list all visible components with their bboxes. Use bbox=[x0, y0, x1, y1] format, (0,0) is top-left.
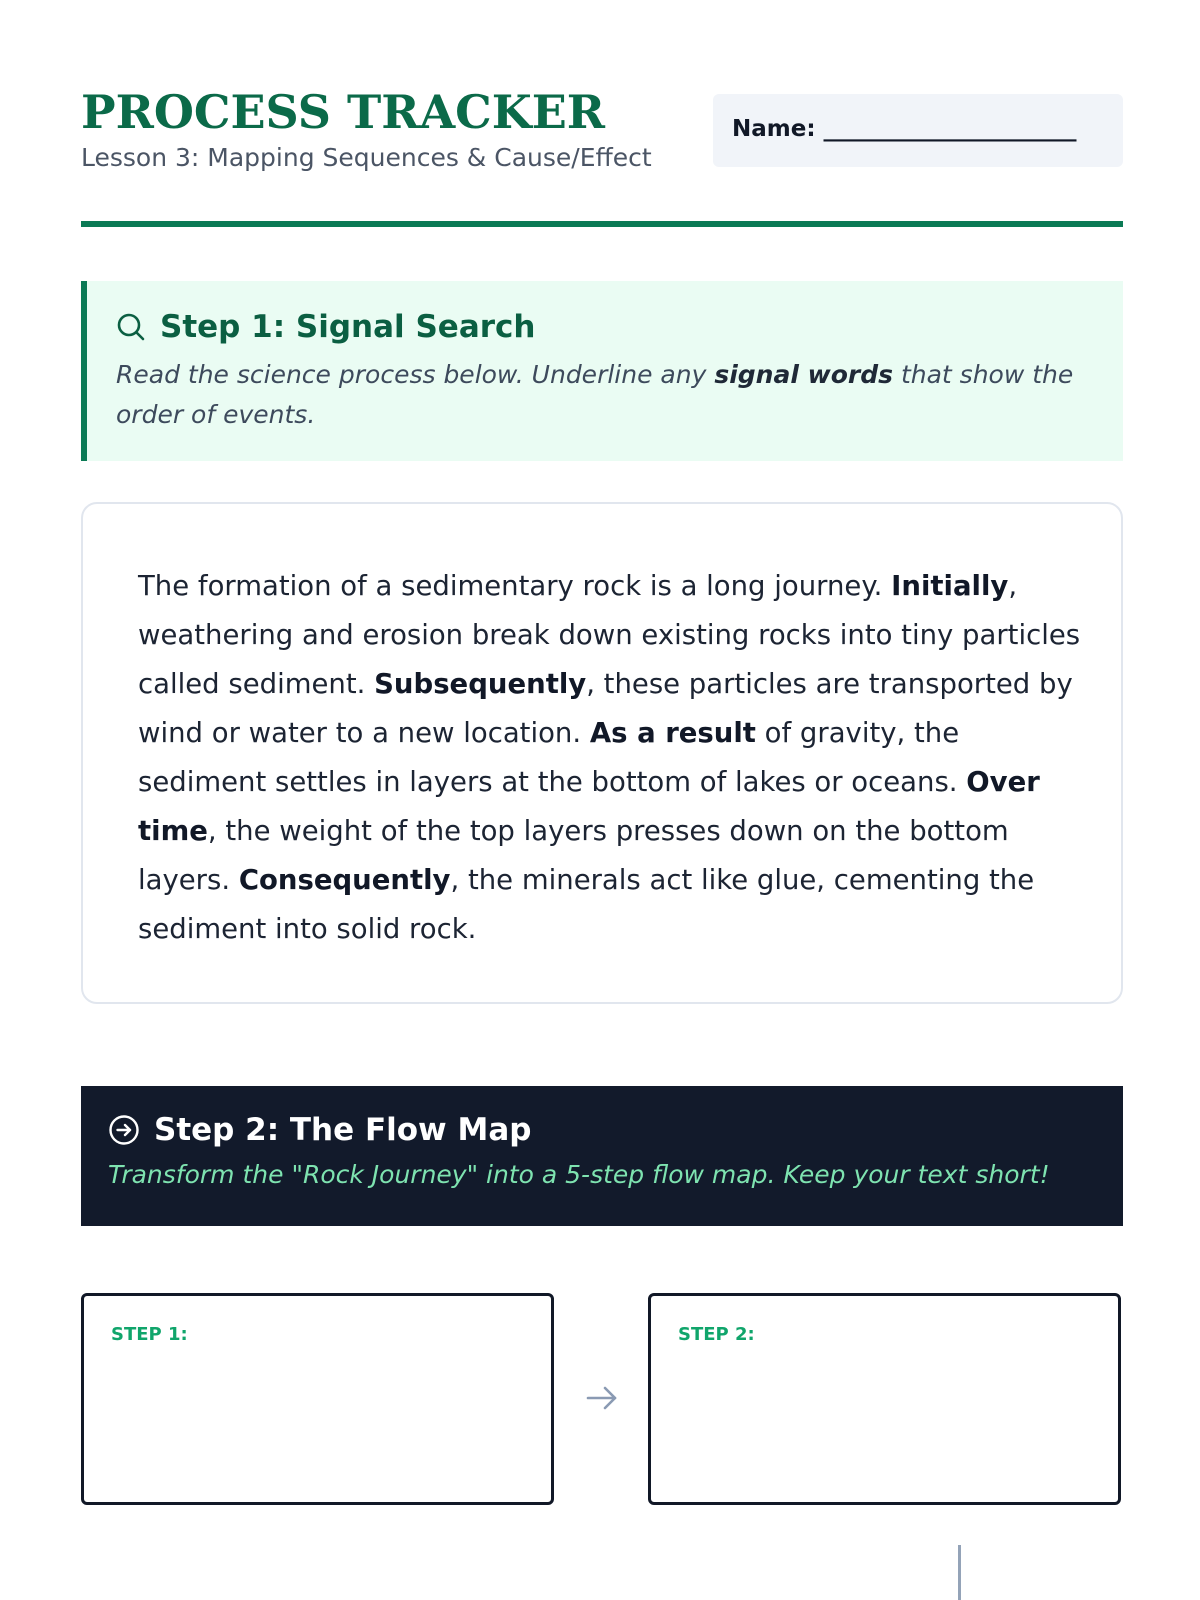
passage-text-1: The formation of a sedimentary rock is a long journey. bbox=[138, 570, 892, 602]
signal-word-initially: Initially bbox=[891, 570, 1009, 602]
flow-map-box-2[interactable] bbox=[648, 1293, 1121, 1505]
passage-text-4: of gravity, the sediment settles in layers at the bottom of lakes or oceans. bbox=[138, 717, 967, 798]
step1-title: Step 1: Signal Search bbox=[160, 309, 536, 345]
flow-step-label-2: STEP 2: bbox=[678, 1324, 755, 1345]
arrow-right-icon bbox=[585, 1381, 619, 1415]
reading-passage bbox=[81, 502, 1123, 1004]
step2-instruction: Transform the "Rock Journey" into a 5-step flow map. Keep your text short! bbox=[108, 1160, 1050, 1189]
passage-text-5: , the weight of the top layers presses down on the bottom layers. bbox=[138, 815, 1009, 896]
arrow-right-circle-icon bbox=[108, 1114, 140, 1146]
flow-step-label-1: STEP 1: bbox=[111, 1324, 188, 1345]
signal-word-as-a-result: As a result bbox=[589, 717, 756, 749]
search-icon bbox=[116, 312, 146, 342]
signal-word-over-time: Over time bbox=[138, 766, 1040, 847]
step2-header bbox=[108, 1112, 1123, 1148]
step1-instruction-post: that show the order of events. bbox=[116, 360, 1074, 429]
step1-instruction-pre: Read the science process below. Underline any bbox=[116, 360, 715, 389]
name-field[interactable]: Name: ______________________ bbox=[713, 94, 1123, 167]
step1-panel bbox=[81, 281, 1123, 461]
passage-text-3: , these particles are transported by wind or water to a new location. bbox=[138, 668, 1073, 749]
step1-instruction bbox=[116, 355, 1093, 435]
flow-map-box-1[interactable] bbox=[81, 1293, 554, 1505]
worksheet-header bbox=[81, 84, 1123, 230]
header-divider bbox=[81, 221, 1123, 227]
signal-word-consequently: Consequently bbox=[238, 864, 451, 896]
passage-text-6: , the minerals act like glue, cementing the sediment into solid rock. bbox=[138, 864, 1035, 945]
passage-text-2: , weathering and erosion break down existing rocks into tiny particles called sediment. bbox=[138, 570, 1081, 700]
step2-panel bbox=[81, 1086, 1123, 1226]
lesson-subtitle: Lesson 3: Mapping Sequences & Cause/Effect bbox=[81, 143, 652, 172]
signal-word-subsequently: Subsequently bbox=[374, 668, 587, 700]
step1-header bbox=[116, 309, 1093, 345]
step1-instruction-bold: signal words bbox=[714, 360, 893, 389]
page-title: PROCESS TRACKER bbox=[81, 85, 606, 139]
flow-connector-line bbox=[958, 1545, 961, 1600]
step2-title: Step 2: The Flow Map bbox=[154, 1112, 532, 1148]
